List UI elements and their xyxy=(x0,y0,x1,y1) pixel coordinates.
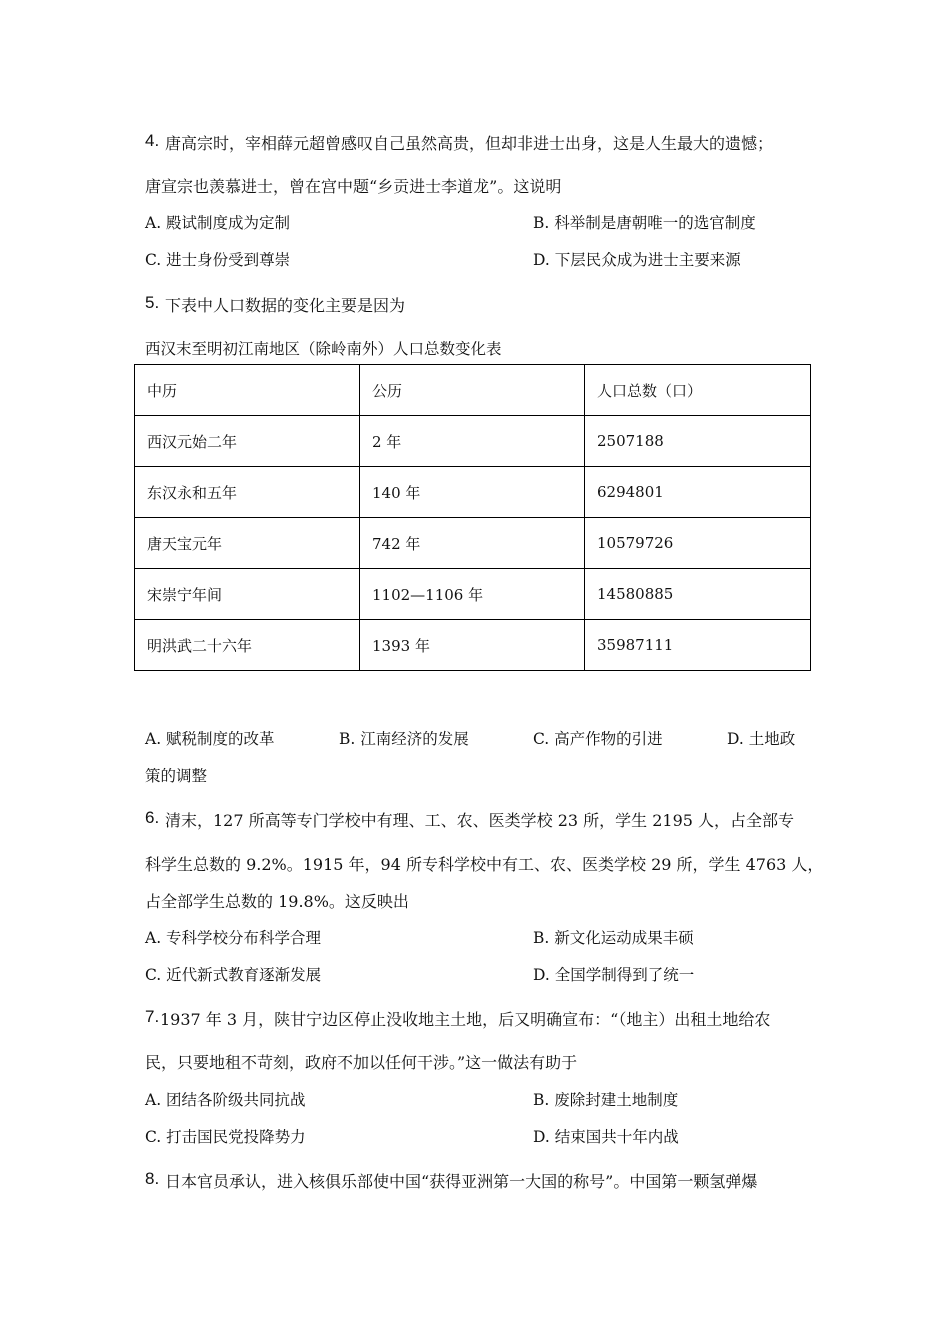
q8-number: 8. xyxy=(145,1169,160,1188)
q7-option-d: D. 结束国共十年内战 xyxy=(533,1128,679,1146)
population-table xyxy=(134,364,811,671)
q6-option-d: D. 全国学制得到了统一 xyxy=(533,966,695,984)
q4-option-a: A. 殿试制度成为定制 xyxy=(145,214,291,232)
table-cell: 10579726 xyxy=(585,518,811,569)
table-cell: 35987111 xyxy=(585,620,811,671)
q6-option-c: C. 近代新式教育逐渐发展 xyxy=(145,966,322,984)
table-cell: 14580885 xyxy=(585,569,811,620)
q6-option-b: B. 新文化运动成果丰硕 xyxy=(533,929,694,947)
table-cell: 东汉永和五年 xyxy=(135,467,360,518)
q7-option-c: C. 打击国民党投降势力 xyxy=(145,1128,306,1146)
q5-option-d: D. 土地政 xyxy=(727,730,796,748)
q6-stem-line2: 科学生总数的 9.2%。1915 年，94 所专科学校中有工、农、医类学校 29 所，学生 4763 人， xyxy=(145,855,824,874)
table-cell: 1393 年 xyxy=(360,620,585,671)
q5-table-caption: 西汉末至明初江南地区（除岭南外）人口总数变化表 xyxy=(145,340,502,358)
q6-stem-line1: 清末，127 所高等专门学校中有理、工、农、医类学校 23 所，学生 2195 人，占全部专 xyxy=(165,811,795,830)
table-row xyxy=(135,518,811,569)
table-cell: 140 年 xyxy=(360,467,585,518)
table-row xyxy=(135,569,811,620)
q4-option-c: C. 进士身份受到尊崇 xyxy=(145,251,291,269)
q5-option-c: C. 高产作物的引进 xyxy=(533,730,663,748)
table-cell: 2507188 xyxy=(585,416,811,467)
q4-number: 4. xyxy=(145,131,160,150)
table-header-row xyxy=(135,365,811,416)
table-header-cell: 中历 xyxy=(135,365,360,416)
q7-stem-line2: 民，只要地租不苛刻，政府不加以任何干涉。”这一做法有助于 xyxy=(145,1053,578,1072)
table-cell: 宋崇宁年间 xyxy=(135,569,360,620)
q5-option-a: A. 赋税制度的改革 xyxy=(145,730,275,748)
q7-option-a: A. 团结各阶级共同抗战 xyxy=(145,1091,306,1109)
table-cell: 1102—1106 年 xyxy=(360,569,585,620)
q4-stem-line2: 唐宣宗也羡慕进士，曾在宫中题“乡贡进士李道龙”。这说明 xyxy=(145,177,562,196)
table-cell: 2 年 xyxy=(360,416,585,467)
q4-option-b: B. 科举制是唐朝唯一的选官制度 xyxy=(533,214,756,232)
table-row xyxy=(135,467,811,518)
table-header-cell: 人口总数（口） xyxy=(585,365,811,416)
q7-stem-line1: 1937 年 3 月，陕甘宁边区停止没收地主土地，后又明确宣布：“（地主）出租土地给农 xyxy=(160,1010,771,1029)
table-row xyxy=(135,416,811,467)
q5-number: 5. xyxy=(145,293,160,312)
q5-stem: 下表中人口数据的变化主要是因为 xyxy=(165,296,406,315)
q6-stem-line3: 占全部学生总数的 19.8%。这反映出 xyxy=(145,892,409,911)
table-cell: 唐天宝元年 xyxy=(135,518,360,569)
q6-number: 6. xyxy=(145,808,160,827)
q8-stem-line1: 日本官员承认，进入核俱乐部使中国“获得亚洲第一大国的称号”。中国第一颗氢弹爆 xyxy=(165,1172,758,1191)
table-header-cell: 公历 xyxy=(360,365,585,416)
q4-stem-line1: 唐高宗时，宰相薛元超曾感叹自己虽然高贵，但却非进士出身，这是人生最大的遗憾； xyxy=(165,134,774,153)
table-cell: 742 年 xyxy=(360,518,585,569)
table-cell: 明洪武二十六年 xyxy=(135,620,360,671)
q5-option-d-wrap: 策的调整 xyxy=(145,767,208,785)
q7-option-b: B. 废除封建土地制度 xyxy=(533,1091,679,1109)
table-row xyxy=(135,620,811,671)
q7-number: 7. xyxy=(145,1007,160,1026)
q6-option-a: A. 专科学校分布科学合理 xyxy=(145,929,322,947)
table-cell: 西汉元始二年 xyxy=(135,416,360,467)
table-cell: 6294801 xyxy=(585,467,811,518)
q5-option-b: B. 江南经济的发展 xyxy=(339,730,469,748)
q4-option-d: D. 下层民众成为进士主要来源 xyxy=(533,251,741,269)
